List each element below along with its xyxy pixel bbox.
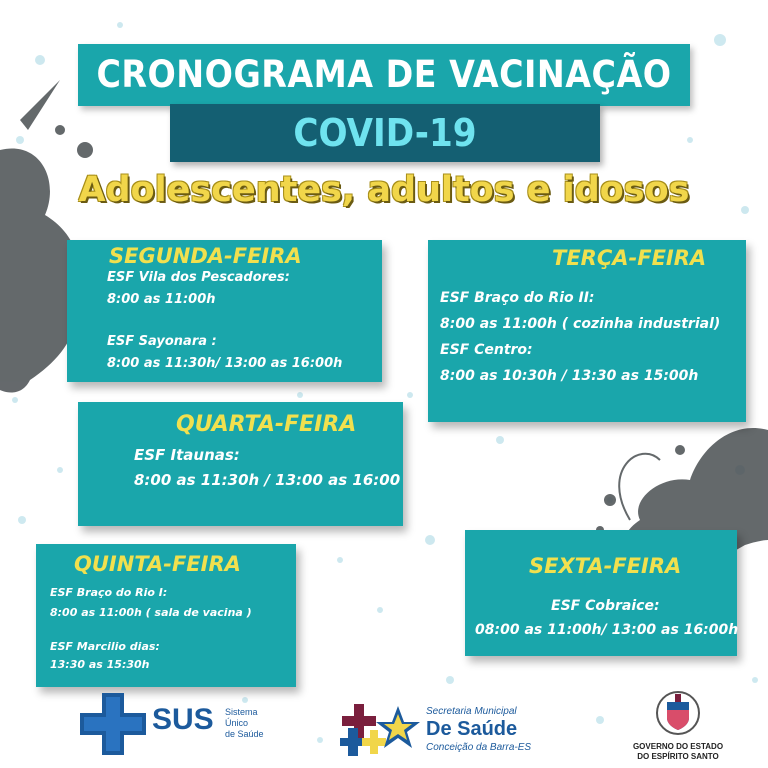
governo-line: GOVERNO DO ESTADO xyxy=(632,742,724,751)
location-name: ESF Braço do Rio II: xyxy=(440,290,595,306)
schedule-time: 8:00 as 11:00h ( cozinha industrial) xyxy=(440,316,721,332)
day-label: TERÇA-FEIRA xyxy=(552,246,707,270)
governo-logo xyxy=(628,690,728,764)
location-name: ESF Braço do Rio I: xyxy=(50,586,168,599)
page-title: CRONOGRAMA DE VACINAÇÃO xyxy=(96,53,672,96)
card-quarta xyxy=(78,402,403,526)
secretaria-bottom: Conceição da Barra-ES xyxy=(426,742,532,753)
location-name: ESF Itaunas: xyxy=(134,446,240,464)
crosses-star-icon xyxy=(340,700,430,760)
secretaria-logo xyxy=(340,700,530,760)
schedule-time: 13:30 as 15:30h xyxy=(50,658,150,671)
card-segunda xyxy=(67,240,382,382)
card-quinta xyxy=(36,544,296,687)
location-name: ESF Vila dos Pescadores: xyxy=(107,270,290,285)
cross-icon xyxy=(80,693,146,755)
day-label: SEGUNDA-FEIRA xyxy=(109,244,302,268)
sus-line: Único xyxy=(225,718,249,728)
card-sexta xyxy=(465,530,737,656)
schedule-time: 8:00 as 10:30h / 13:30 as 15:00h xyxy=(440,368,699,384)
coat-of-arms-icon xyxy=(655,690,701,736)
location-name: ESF Cobraice: xyxy=(551,598,660,614)
secretaria-main: De Saúde xyxy=(426,718,518,740)
page-subtitle: COVID-19 xyxy=(293,111,477,155)
card-terca xyxy=(428,240,746,422)
sus-line: de Saúde xyxy=(225,729,264,739)
sus-line: Sistema xyxy=(225,707,258,717)
governo-line: DO ESPÍRITO SANTO xyxy=(637,752,719,761)
location-name: ESF Sayonara : xyxy=(107,334,217,349)
location-name: ESF Centro: xyxy=(440,342,533,358)
schedule-time: 8:00 as 11:00h xyxy=(107,292,216,307)
day-label: QUINTA-FEIRA xyxy=(74,552,241,576)
title-banner xyxy=(78,44,690,106)
sus-name: SUS xyxy=(152,703,214,736)
day-label: QUARTA-FEIRA xyxy=(176,412,357,437)
subtitle-banner xyxy=(170,104,600,162)
secretaria-top: Secretaria Municipal xyxy=(426,706,517,717)
schedule-time: 8:00 as 11:00h ( sala de vacina ) xyxy=(50,606,252,619)
schedule-time: 8:00 as 11:30h / 13:00 as 16:00 xyxy=(134,471,401,489)
schedule-time: 8:00 as 11:30h/ 13:00 as 16:00h xyxy=(107,356,343,371)
audience-heading: Adolescentes, adultos e idosos xyxy=(78,170,690,210)
schedule-time: 08:00 as 11:00h/ 13:00 as 16:00h xyxy=(475,622,739,638)
day-label: SEXTA-FEIRA xyxy=(529,554,682,578)
location-name: ESF Marcilio dias: xyxy=(50,640,160,653)
sus-logo xyxy=(80,693,280,755)
